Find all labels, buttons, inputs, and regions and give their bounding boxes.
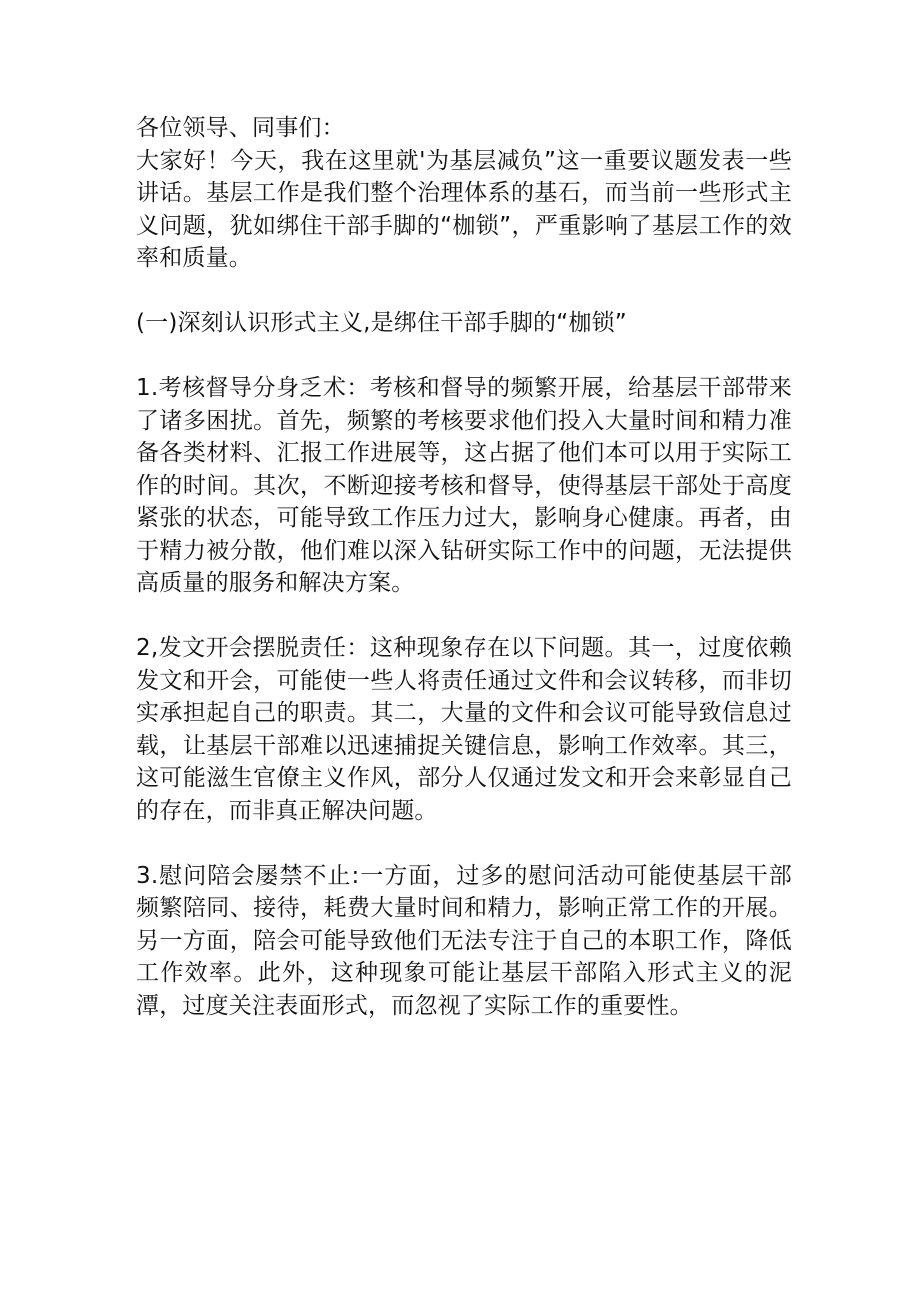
- document-page: [136, 112, 792, 1022]
- section-heading: (一)深刻认识形式主义,是绑住干部手脚的“枷锁”: [136, 310, 627, 336]
- intro-paragraph: 大家好！今天，我在这里就'为基层减负”这一重要议题发表一些讲话。基层工作是我们整个治理体系的基石，而当前一些形式主义问题，犹如绑住干部手脚的“枷锁”，严重影响了基层工作的效率和质量。: [136, 147, 792, 271]
- paragraph-spacer: [136, 340, 792, 373]
- paragraph-spacer: [136, 275, 792, 308]
- paragraph-spacer: [136, 827, 792, 860]
- paragraph-visits: 3.慰问陪会屡禁不止:一方面，过多的慰问活动可能使基层干部频繁陪同、接待，耗费大量时间和精力，影响正常工作的开展。另一方面，陪会可能导致他们无法专注于自己的本职工作，降低工作效率。此外，这种现象可能让基层干部陷入形式主义的泥潭，过度关注表面形式，而忽视了实际工作的重要性。: [136, 862, 792, 1019]
- salutation: 各位领导、同事们：: [136, 115, 345, 141]
- paragraph-assessment: 1.考核督导分身乏术：考核和督导的频繁开展，给基层干部带来了诸多困扰。首先，频繁的考核要求他们投入大量时间和精力准备各类材料、汇报工作进展等，这占据了他们本可以用于实际工作的时间。其次，不断迎接考核和督导，使得基层干部处于高度紧张的状态，可能导致工作压力过大，影响身心健康。再者，由于精力被分散，他们难以深入钻研实际工作中的问题，无法提供高质量的服务和解决方案。: [136, 375, 792, 596]
- paragraph-documents-meetings: 2,发文开会摆脱责任：这种现象存在以下问题。其一，过度依赖发文和开会，可能使一些人将责任通过文件和会议转移，而非切实承担起自己的职责。其二，大量的文件和会议可能导致信息过载，让基层干部难以迅速捕捉关键信息，影响工作效率。其三，这可能滋生官僚主义作风，部分人仅通过发文和开会来彰显自己的存在，而非真正解决问题。: [136, 635, 792, 824]
- paragraph-spacer: [136, 600, 792, 633]
